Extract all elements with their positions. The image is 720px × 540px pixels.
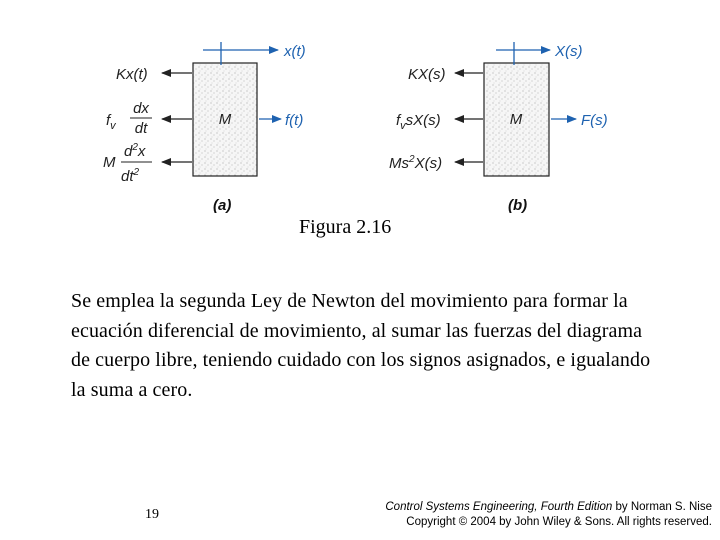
inertia-force-label-b: Ms$^2$X(s) — [389, 154, 443, 172]
inertia-num-a: $d^2x$ — [124, 142, 146, 160]
inertia-den-a: $dt^2$ — [121, 167, 140, 185]
damper-coef-a: $f_v$ — [106, 112, 116, 132]
mass-label-b: M — [509, 111, 523, 128]
damper-den-a: dt — [134, 120, 148, 137]
panel-b — [389, 42, 608, 214]
figure-caption: Figura 2.16 — [299, 216, 392, 238]
panel-a — [103, 42, 306, 214]
body-paragraph: Se emplea la segunda Ley de Newton del movimiento para formar la ecuación diferencial de movimiento, al sumar las fuerzas del diagrama de cuerpo libre, teniendo cuidado con los signos asignados, e igualando la suma a cero. — [71, 290, 651, 401]
damper-num-a: dx — [133, 100, 149, 117]
panel-tag-b: (b) — [508, 197, 528, 214]
credit-author: by Norman S. Nise — [612, 501, 712, 513]
credit-title: Control Systems Engineering, Fourth Edition — [385, 501, 613, 513]
page-number: 19 — [145, 507, 159, 522]
force-label-a: f(t) — [285, 112, 304, 129]
free-body-diagram-figure — [0, 0, 720, 215]
panel-tag-a: (a) — [213, 197, 232, 214]
mass-label-a: M — [218, 111, 232, 128]
credit-line — [385, 500, 712, 515]
copyright-line: Copyright © 2004 by John Wiley & Sons. All rights reserved. — [406, 516, 712, 528]
source-credit — [385, 500, 712, 530]
spring-force-label-a: Kx(t) — [116, 66, 148, 83]
inertia-coef-a: M — [103, 154, 116, 171]
spring-force-label-b: KX(s) — [408, 66, 446, 83]
displacement-label-a: x(t) — [284, 43, 306, 60]
force-label-b: F(s) — [581, 112, 608, 129]
damper-force-label-b: $f_vsX(s)$ — [396, 112, 441, 132]
displacement-label-b: X(s) — [555, 43, 583, 60]
